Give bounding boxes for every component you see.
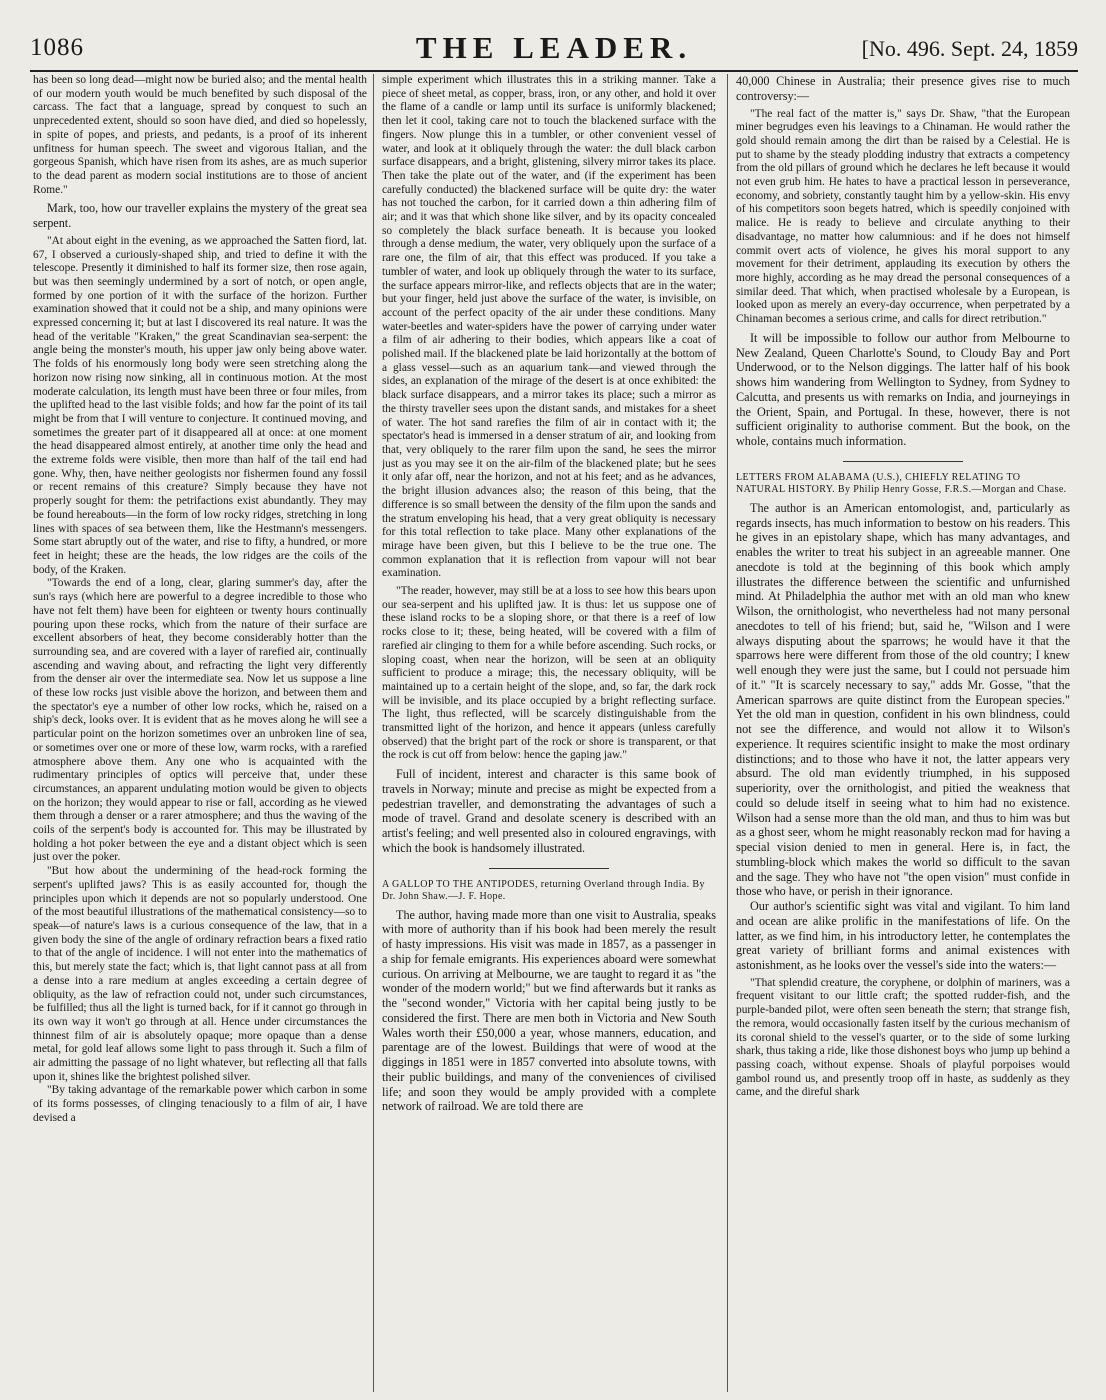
quote-paragraph: "The real fact of the matter is," says Dr. Shaw, "that the European miner begrudges even his leavings to a Chinaman. He would rather the gold should remain among the dirt than be raised by a Celestial. He is put to shame by the steady plodding industry that extracts a competency from the old pillars of ground which he declares he left because it would not even grub him. He hates to have a practical lesson in perseverance, economy, and sobriety, constantly taught him by a yellow-skin. His envy of his competitors soon begets hatred, which is speedily conjoined with malice. He is ready to believe and circulate anything to their disadvantage, no matter how calumnious: and if he does not himself commit overt acts of violence, he gives his moral support to any movement for their detriment, applauding its execution by others the more highly, according as he may dread the personal consequences of a similar deed. That which, when practised wholesale by a European, is looked upon as merely an every-day occurrence, when perpetrated by a Chinaman becomes a serious crime, and calls for direct retribution.": [736, 107, 1070, 326]
quote-paragraph: "That splendid creature, the coryphene, or dolphin of mariners, was a frequent visitant to our little craft; the spotted rudder-fish, and the purple-banded pilot, were often seen beneath the stern; that strange fish, the remora, would occasionally fasten itself by the curious mechanism of its coronal shield to the vessel's quarter, or to the side of some lurking shark, thus taking a ride, like those dishonest boys who jump up behind a passing coach, without expense. Shoals of playful porpoises would gambol round us, and presently troop off in haste, as suddenly as they came, and the direful shark: [736, 976, 1070, 1099]
paragraph: The author is an American entomologist, and, particularly as regards insects, has much information to bestow on his readers. This he gives in an epistolary shape, which has many advantages, and enables the writer to treat his subject in an agreeable manner. One anecdote is told at the beginning of this book which amply illustrates the difference between the scientific and unfurnished mind. At Philadelphia the author met with an old man who knew Wilson, the ornithologist, who nevertheless had not many personal anecdotes to tell of his friend; but, said he, "Wilson and I were always disputing about the sparrows; he would have it that the sparrows here were different from those of the old country; I knew well enough they were just the same, but I could not persuade him of it." "It is scarcely necessary to say," adds Mr. Gosse, "that the American sparrows are quite distinct from the European species." Yet the old man in question, confident in his own blindness, could not see the difference, and would not allow it to Wilson's experience. It requires scientific insight to make the most ordinary distinctions; and to those who have it not, the latter appears very absurd. The old man evidently triumphed, in his supposed superiority, over the ornithologist, and pitied the weakness that could so delude itself in seeing what to him had no existence. Wilson had a sense more than the old man, and thus to him was but as a ghost seer, whom he might reasonably reckon mad for having a special vision denied to men in general. Here is, in fact, the stumbling-block which makes the world so difficult to the savan and the sage. They who have not "the open vision" must confide in those who have, or perish in their ignorance.: [736, 500, 1070, 899]
quote-paragraph: "Towards the end of a long, clear, glaring summer's day, after the sun's rays (which here are powerful to a degree incredible to those who have not felt them) have been for eighteen or twenty hours continually pouring upon these rocks, which from the nature of their surface are excellent absorbers of heat, they become considerably hotter than the surrounding sea, and are covered with a layer of rarefied air, continually ascending and waving about, and refracting the light very differently from the denser air over the intermediate sea. Now let us suppose a line of these low rocks just visible above the horizon, and between them and the spectator's eye a number of other low rocks, which he, raised on a ship's deck, looks over. It is evident that as he moves along he will see a particular point on the horizon sometimes over an unbroken line of sea, or sometimes over one or more of these low, warm rocks, with a rarefied atmosphere above them. Any one who is acquainted with the rudimentary principles of optics will perceive that, under these circumstances, an apparent undulating motion would be given to objects on the horizon; they would appear to rise or fall, according as he viewed them through a denser or a rarer atmosphere; and thus the waving of the coils of the serpent's body is accounted for. This may be illustrated by holding a hot poker between the eye and a distant object which is seen just over the poker.: [33, 577, 367, 864]
quote-paragraph: "But how about the undermining of the head-rock forming the serpent's uplifted jaws? This is as easily accounted for, though the principles upon which it depends are not so popularly understood. One of the most beautiful illustrations of the mathematical consistency—so to speak—of nature's laws is a curious consequence of the law, that in a given body the sine of the angle of ordinary refraction bears a fixed ratio to that of the angle of incidence. I will not enter into the mathematics of this, but merely state the fact; which is, that light cannot pass at all from a dense into a rare medium at angles exceeding a certain degree of obliquity, as the law of refraction could not, under such circumstances, be fulfilled; thus all the light is turned back, for if it cannot go through in its own way it won't go through at all. Hence under circumstances the thinnest film of air is absolutely opaque; more opaque than a dense metal, for gold leaf allows some light to pass through it. Such a film of air admitting the passage of no light whatever, but reflecting all that falls upon it, shines like the brightest polished silver.: [33, 865, 367, 1083]
newspaper-title: THE LEADER.: [415, 30, 693, 65]
section-divider: [843, 461, 963, 462]
quote-paragraph: simple experiment which illustrates this in a striking manner. Take a piece of sheet metal, as copper, brass, iron, or any other, and hold it over the flame of a candle or lamp until its surface is uniformly blackened; then let it cool, taking care not to touch the blackened surface with the fingers. Now plunge this in a tumbler, or other convenient vessel of water, and look at it obliquely through the water: the dull black carbon surface disappears, and a bright, glistening, silvery mirror takes its place. Then take the plate out of the water, and (if the experiment has been carefully conducted) the blackened surface will be quite dry: the water has not touched the carbon, for it carried down a thin adhering film of air; and it was that which shone like silver, and by its opacity concealed so completely the black surface beneath. It is because you looked through a dense medium, the water, very obliquely upon the surface of a rare one, the film of air, that this effect was produced. If you take a tumbler of water, and look up obliquely through the water to its surface, the surface appears mirror-like, and reflects objects that are in the water; but your finger, held just above the surface of the water, is invisible, on account of the perfect opacity of the air under these conditions. Many water-beetles and water-spiders have the power of carrying under water a film of air adhering to their bodies, which appears like a coat of polished mail. If the blackened plate be laid horizontally at the bottom of a glass vessel—such as an aquarium tank—and viewed through the sides, an explanation of the mirage of the desert is at once exhibited: the black surface disappears, and a mirror takes its place; such a mirror as the thirsty traveller sees upon the distant sands, and mistakes for a sheet of water. The hot sand rarefies the film of air in contact with it; the spectator's head is immersed in a denser stratum of air, and looking from that, very obliquely to the rarer film upon the sand, he sees the mirror just as you may see it on the air-film of the blackened plate; but he sees it only afar off, near the horizon, and not at his feet; and as he advances, the bright illusion advances also; the reason of this being, that the difference is so small between the density of the film upon the sands and the stratum enveloping his head, that a very great obliquity is necessary for this total reflection to take place. Many other explanations of the mirage have been given, but this I believe to be the true one. The common explanation that it is reflection from vapour will not bear examination.: [382, 74, 716, 580]
quote-paragraph: "The reader, however, may still be at a loss to see how this bears upon our sea-serpent and his uplifted jaw. It is thus: let us suppose one of these island rocks to be a sloping shore, or that there is a reef of low rocks close to it; these, being heated, will be covered with a film of rarefied air clinging to them for a while before ascending. Such rocks, or sloping coast, when near the horizon, will be seen at an obliquity sufficient to produce a mirage; this, the necessary obliquity, will be maintained up to a certain height of the slope, and, so far, the dark rock will be invisible, and its place occupied by a bright reflecting surface. The light, thus reflected, will be scarcely distinguishable from the transmitted light of the horizon, and hence it appears (unless carefully observed) that the bright part of the rock or shore is transparent, or that the rock is cut off from below: hence the gaping jaw.": [382, 585, 716, 762]
quote-paragraph: "At about eight in the evening, as we approached the Satten fiord, lat. 67, I observed a curiously-shaped ship, and tried to define it with the telescope. Presently it diminished to half its former size, then rose again, but was then seemingly undermined by a sort of notch, or open angle, formed by one portion of it with the surface of the horizon. Further examination showed that it could not be a ship, and many opinions were expressed concerning it; but at last I discovered its real nature. It was the head of the veritable "Kraken," the great Scandinavian sea-serpent: the angle being the monster's mouth, his upper jaw only being above water. The folds of his enormously long body were seen stretching along the horizon now rising now sinking, all in continuous motion. At the most moderate calculation, its length must have been three or four miles, from the uplifted head to the last visible folds; and how far the point of its tail might be from that I will venture to conjecture. It continued moving, and sometimes the greater part of it disappeared all at once: at one moment the head disappeared almost entirely, at another time only the head and the extreme folds were visible, then more than half of the tail end had gone. Why, then, have neither geologists nor fishermen found any fossil or recent remains of this creature? Simply because they have not properly sought for them: the petrifactions exist abundantly. They may be found hereabouts—in the form of low rocky ridges, stretching in long lines with spaces of sea between them, like the Hestmann's messengers. Some start abruptly out of the water, and rise to fifty, a hundred, or more feet in height; these are the heads, the low ridges are the coils of the body, of the Kraken.: [33, 234, 367, 576]
paragraph: 40,000 Chinese in Australia; their presence gives rise to much controversy:—: [736, 74, 1070, 103]
paragraph: has been so long dead—might now be buried also; and the mental health of our modern youth would be much benefited by such disposal of the carcass. The fact that a language, spread by conquest to such an unprecedented extent, should so soon have died, and died so hopelessly, in spite of popes, and priests, and pedants, is a proof of its inherent unfitness for human speech. The sweet and vigorous Italian, and the gorgeous Spanish, which have risen from its ashes, are as much superior to the dead parent as modern social institutions are to those of ancient Rome.": [33, 74, 367, 196]
review-heading: LETTERS FROM ALABAMA (U.S.), CHIEFLY RELATING TO NATURAL HISTORY. By Philip Henry Gosse, F.R.S.—Morgan and Chase.: [736, 471, 1067, 496]
paragraph: It will be impossible to follow our author from Melbourne to New Zealand, Queen Charlotte's Sound, to Cloudy Bay and Port Underwood, or to the Nelson diggings. The latter half of his book shows him wandering from Wellington to Sydney, from Sydney to Calcutta, and presents us with remarks on India, and journeyings in the Orient, Spain, and Portugal. In these, however, there is not sufficient originality to authorise comment. But the book, on the whole, contains much information.: [736, 330, 1070, 448]
review-heading: A GALLOP TO THE ANTIPODES, returning Overland through India. By Dr. John Shaw.—J. F. Hope.: [382, 878, 705, 903]
issue-date: [No. 496. Sept. 24, 1859: [861, 36, 1078, 61]
masthead: [30, 26, 1078, 72]
column-2: [382, 74, 716, 1392]
paragraph: Full of incident, interest and character is this same book of travels in Norway; minute and precise as might be expected from a pedestrian traveller, and demonstrating the advantages of such a mode of travel. Grand and desolate scenery is described with an artist's feeling; and well presented also in coloured engravings, with which the book is handsomely illustrated.: [382, 767, 716, 855]
page-number: 1086: [30, 34, 84, 61]
column-3: [736, 74, 1070, 1392]
paragraph: Our author's scientific sight was vital and vigilant. To him land and ocean are alike prolific in the manifestations of life. On the latter, as we find him, in his introductory letter, he contemplates the great variety of brilliant forms and animal existences with astonishment, as he looks over the vessel's side into the waters:—: [736, 899, 1070, 972]
quote-paragraph: "By taking advantage of the remarkable power which carbon in some of its forms possesses, of clinging tenaciously to a film of air, I have devised a: [33, 1084, 367, 1124]
section-divider: [489, 868, 609, 869]
paragraph: Mark, too, how our traveller explains the mystery of the great sea serpent.: [33, 201, 367, 231]
paragraph: The author, having made more than one visit to Australia, speaks with more of authority than if his book had been merely the result of hasty impressions. His visit was made in 1857, as a passenger in a ship for female emigrants. His experiences aboard were somewhat curious. On arriving at Melbourne, we are taught to regard it as "the wonder of the modern world;" but we find afterwards but it ranks as the "second wonder," Victoria with her capital being justly to be considered the first. There are men both in Victoria and New South Wales worth their £50,000 a year, whose manners, education, and parentage are of the lowest. Buildings that were of wood at the diggings in 1851 were in 1857 converted into absolute towns, with their public buildings, and many of the conveniences of civilised life; and soon they would be amply provided with a complete network of railroad. We are told there are: [382, 907, 716, 1114]
column-rule-left: [373, 74, 374, 1392]
column-rule-right: [727, 74, 728, 1392]
column-1: [33, 74, 367, 1392]
